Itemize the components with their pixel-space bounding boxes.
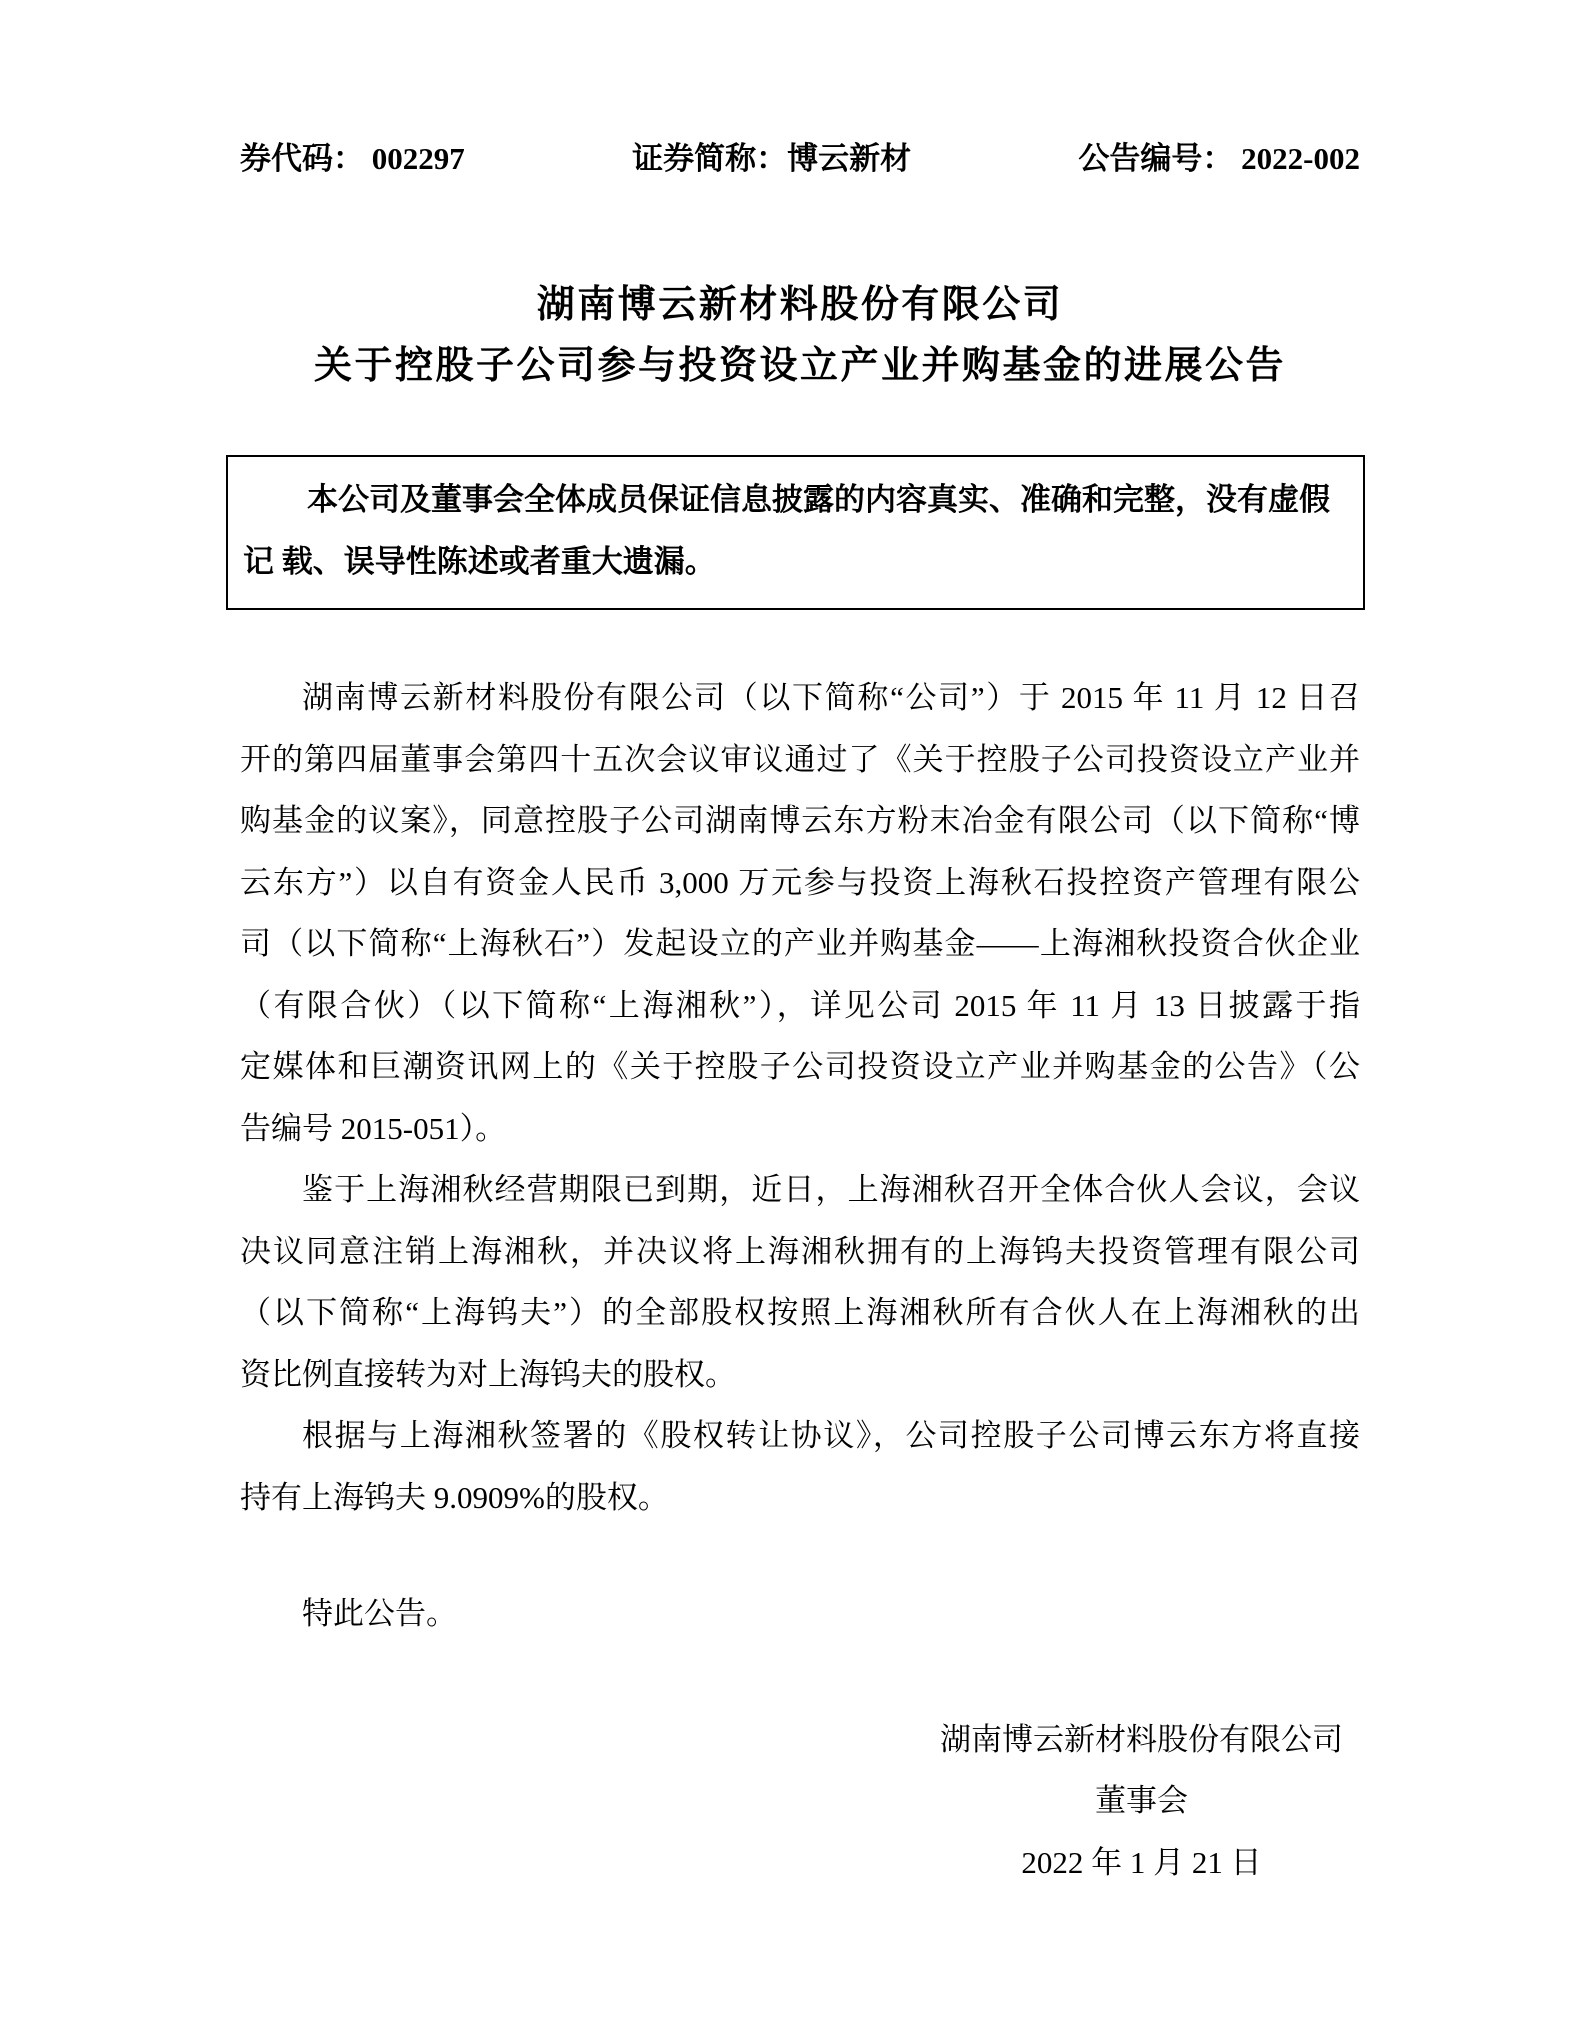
paragraph-line: 根据与上海湘秋签署的《股权转让协议》，公司控股子公司博云东方将直接	[302, 1418, 1360, 1453]
paragraph-line: 司（以下简称“上海秋石”）发起设立的产业并购基金——上海湘秋投资合伙企业	[240, 926, 1360, 961]
announcement-title: 关于控股子公司参与投资设立产业并购基金的进展公告	[313, 345, 1286, 387]
paragraph-line: 决议同意注销上海湘秋，并决议将上海湘秋拥有的上海钨夫投资管理有限公司	[240, 1233, 1360, 1269]
stock-code: 券代码： 002297	[240, 141, 465, 176]
paragraph-line: 开的第四届董事会第四十五次会议审议通过了《关于控股子公司投资设立产业并	[240, 741, 1360, 777]
signature-block	[940, 1709, 1343, 1894]
company-title: 湖南博云新材料股份有限公司	[536, 284, 1064, 326]
document-body	[240, 667, 1360, 1645]
paragraph-line: 云东方”）以自有资金人民币 3,000 万元参与投资上海秋石投控资产管理有限公	[240, 864, 1360, 900]
paragraph-line: 告编号 2015-051）。	[240, 1110, 507, 1146]
paragraph-3	[240, 1405, 1360, 1528]
document-header	[240, 140, 1360, 178]
paragraph-line: 持有上海钨夫 9.0909%的股权。	[240, 1479, 669, 1515]
signature-company: 湖南博云新材料股份有限公司	[940, 1721, 1343, 1757]
signature-date: 2022 年 1 月 21 日	[1021, 1844, 1262, 1880]
paragraph-line: 湖南博云新材料股份有限公司（以下简称“公司”）于 2015 年 11 月 12 日召	[302, 680, 1360, 715]
paragraph-1	[240, 667, 1360, 1159]
paragraph-line: 资比例直接转为对上海钨夫的股权。	[240, 1356, 736, 1392]
disclaimer-box	[226, 455, 1365, 610]
paragraph-line: 购基金的议案》，同意控股子公司湖南博云东方粉末冶金有限公司（以下简称“博	[240, 803, 1360, 838]
stock-short-name: 证券简称：博云新材	[632, 141, 912, 176]
closing-statement: 特此公告。	[302, 1596, 457, 1631]
disclaimer-line: 本公司及董事会全体成员保证信息披露的内容真实、准确和完整，没有虚假	[307, 482, 1330, 517]
paragraph-line: 定媒体和巨潮资讯网上的《关于控股子公司投资设立产业并购基金的公告》（公	[240, 1049, 1360, 1084]
paragraph-line: （以下简称“上海钨夫”）的全部股权按照上海湘秋所有合伙人在上海湘秋的出	[240, 1295, 1360, 1330]
paragraph-line: 鉴于上海湘秋经营期限已到期，近日，上海湘秋召开全体合伙人会议，会议	[302, 1172, 1360, 1207]
announcement-number: 公告编号： 2022-002	[1078, 141, 1360, 176]
signature-board: 董事会	[1095, 1783, 1188, 1818]
paragraph-2	[240, 1159, 1360, 1405]
paragraph-line: （有限合伙）（以下简称“上海湘秋”），详见公司 2015 年 11 月 13 日披露于指	[240, 987, 1360, 1023]
disclaimer-line: 记 载、误导性陈述或者重大遗漏。	[243, 543, 716, 579]
